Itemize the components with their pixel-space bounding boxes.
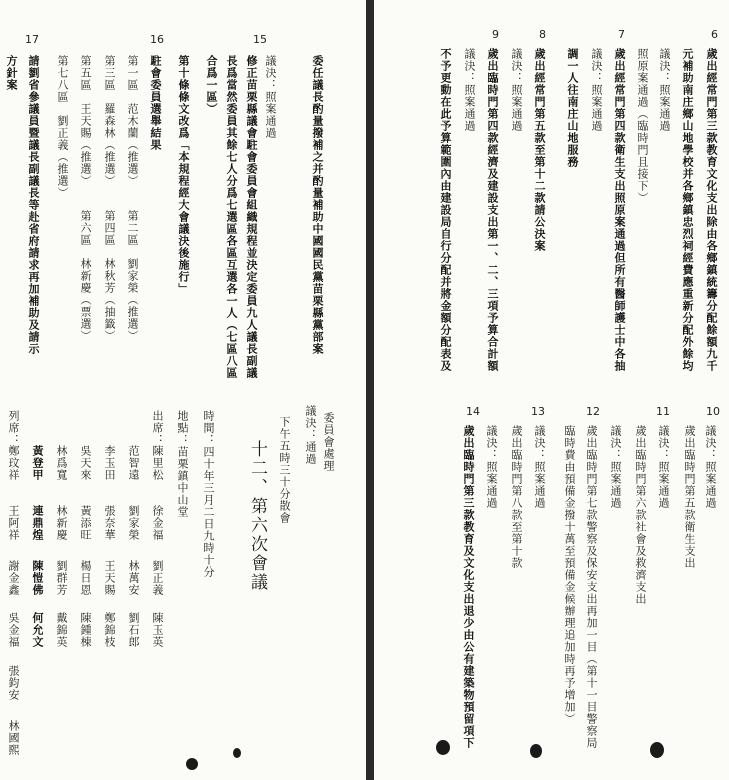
attendee: 何允文 bbox=[31, 612, 44, 648]
item16-result-3b: 第六區 林新慶（票選） bbox=[79, 210, 92, 342]
attendee: 徐金福 bbox=[151, 505, 164, 541]
item6-text: 歲出經常門第三款教育文化支出除由各鄉鎮統籌分配餘額九千 bbox=[705, 48, 718, 372]
item16-result-1b: 第二區 劉家榮（推選） bbox=[126, 210, 139, 342]
item15-text4: 第十條條文改爲「本規程經大會議決後施行」 bbox=[177, 55, 190, 295]
item8-text: 歲出經常門第五款至第十二款請公決案 bbox=[533, 48, 546, 252]
attendee: 劉正義 bbox=[151, 560, 164, 596]
item11-text: 歲出臨時門第六款社會及救濟支出 bbox=[634, 425, 647, 605]
attendee: 楊日恩 bbox=[79, 560, 92, 596]
item15-resolution: 議決：照案通過 bbox=[264, 55, 277, 139]
present-label: 出席： bbox=[151, 410, 164, 446]
attendee: 陳玉英 bbox=[151, 612, 164, 648]
item6-text3: 照原案通過（臨時門且接下） bbox=[636, 48, 649, 204]
ink-blot bbox=[233, 748, 241, 758]
attendee: 李玉田 bbox=[103, 445, 116, 481]
page-number-16: 16 bbox=[150, 33, 164, 46]
item9-resolution: 議決：照案通過 bbox=[463, 48, 476, 132]
item10-text: 歲出臨時門第五款衛生支出 bbox=[683, 425, 696, 569]
ink-blot bbox=[530, 744, 542, 758]
ink-blot bbox=[436, 740, 450, 755]
item7-text2: 調一人往南庄山地服務 bbox=[566, 48, 579, 168]
item16-result-4a: 第七八區 劉正義（推選） bbox=[56, 55, 69, 199]
attendee: 戴錦英 bbox=[55, 612, 68, 648]
attendee-observer: 張鈞安 bbox=[7, 665, 20, 701]
attendee: 陳鍾棟 bbox=[79, 612, 92, 648]
item14-text: 歲出臨時門第三款教育及文化支出退少由公有建築物預留項下 bbox=[462, 425, 475, 749]
page-number-12: 12 bbox=[586, 405, 600, 418]
attendee: 劉家榮 bbox=[127, 505, 140, 541]
item13-text: 歲出臨時門第八款至第十款 bbox=[510, 425, 523, 569]
attendee: 黃添旺 bbox=[79, 505, 92, 541]
item6-text2: 元補助南庄鄉山地學校并各鄉鎮忠烈祠經費應重新分配外餘均 bbox=[681, 48, 694, 372]
session-title: 十二、第六次會議 bbox=[247, 440, 267, 592]
item13-resolution: 議決：照案通過 bbox=[533, 425, 546, 509]
attendee: 吳天來 bbox=[79, 445, 92, 481]
item16-result-1a: 第一區 范木蘭（推選） bbox=[126, 55, 139, 187]
attendee-observer: 林國熙 bbox=[7, 720, 20, 756]
page-number-17: 17 bbox=[25, 33, 39, 46]
attendee: 鄭錦枝 bbox=[103, 612, 116, 648]
item9-text: 歲出臨時門第四款經濟及建設支出第一、二、三項予算合計額 bbox=[486, 48, 499, 372]
item7-resolution: 議決：照案通過 bbox=[590, 48, 603, 132]
attendee: 林萬安 bbox=[127, 560, 140, 596]
page-number-7: 7 bbox=[618, 28, 625, 41]
attendee: 陳里松 bbox=[151, 445, 164, 481]
session-place: 地點：苗栗鎮中山堂 bbox=[176, 410, 189, 518]
page-number-14: 14 bbox=[466, 405, 480, 418]
page-number-11: 11 bbox=[656, 405, 670, 418]
attend-label: 列席： bbox=[7, 410, 20, 446]
attendee: 張奈華 bbox=[103, 505, 116, 541]
attendee: 陳愷佛 bbox=[31, 560, 44, 596]
item14-resolution: 議決：照案通過 bbox=[485, 425, 498, 509]
item6-resolution: 議決：照案通過 bbox=[658, 48, 671, 132]
session-time: 時間：四十年三月二日九時十分 bbox=[202, 410, 215, 578]
item17-handler: 委員會處理 bbox=[322, 412, 335, 472]
attendee: 劉群芳 bbox=[55, 560, 68, 596]
item11-resolution: 議決：照案通過 bbox=[657, 425, 670, 509]
item17-text2: 方針案 bbox=[5, 55, 18, 91]
item9-text2: 不予更動在此予算範圍內由建設局自行分配并將金額分配表及 bbox=[439, 48, 452, 372]
page-number-15: 15 bbox=[253, 33, 267, 46]
attendee: 劉石郎 bbox=[127, 612, 140, 648]
book-gutter bbox=[366, 0, 374, 780]
attendee: 連鼎煌 bbox=[31, 505, 44, 541]
item12-text2: 臨時費由預備金撥十萬至預備金候辦理追加時再予增加） bbox=[563, 425, 576, 725]
item8-resolution: 議決：照案通過 bbox=[510, 48, 523, 132]
page-number-9: 9 bbox=[492, 28, 499, 41]
page-number-6: 6 bbox=[711, 28, 718, 41]
item12-resolution: 議決：照案通過 bbox=[609, 425, 622, 509]
item16-title: 駐會委員選舉結果 bbox=[149, 55, 162, 151]
page-number-13: 13 bbox=[531, 405, 545, 418]
attendee: 范智遠 bbox=[127, 445, 140, 481]
ink-blot bbox=[650, 742, 664, 758]
attendee-observer: 鄭玟祥 bbox=[7, 445, 20, 481]
item16-result-2a: 第三區 羅森林（推選） bbox=[103, 55, 116, 187]
attendee: 黃登甲 bbox=[31, 445, 44, 481]
item10-resolution: 議決：照案通過 bbox=[704, 425, 717, 509]
attendee-observer: 王阿祥 bbox=[7, 505, 20, 541]
item17-text: 請劉省參議員暨議長副議長等赴省府請求再加補助及請示 bbox=[27, 55, 40, 355]
item15-text3: 合爲一區） bbox=[205, 55, 218, 115]
attendee: 王天賜 bbox=[103, 560, 116, 596]
attendee: 林爲寬 bbox=[55, 445, 68, 481]
ink-blot bbox=[186, 758, 198, 770]
right-page bbox=[374, 0, 729, 780]
attendee: 林新慶 bbox=[55, 505, 68, 541]
page-number-8: 8 bbox=[539, 28, 546, 41]
attendee-observer: 吳金福 bbox=[7, 612, 20, 648]
attendee-observer: 謝金鑫 bbox=[7, 560, 20, 596]
item15-text: 修正苗栗縣議會駐會委員會組織規程並決定委員九人議長副議 bbox=[245, 55, 258, 379]
item15-text2: 長爲當然委員其餘七人分爲七選區各區互選各一人（七區八區 bbox=[225, 55, 238, 379]
item17-resolution: 議決：通過 bbox=[304, 405, 317, 465]
item16-result-3a: 第五區 王天賜（推選） bbox=[79, 55, 92, 187]
page-number-10: 10 bbox=[706, 405, 720, 418]
adjourn-note: 下午五時三十分散會 bbox=[278, 416, 291, 524]
item7-text: 歲出經常門第四款衛生支出照原案通過但所有醫師護士中各抽 bbox=[613, 48, 626, 372]
item12-text: 歲出臨時門第七款警察及保安支出再加一目（第十一目警察局 bbox=[585, 425, 598, 749]
item16-result-2b: 第四區 林秋芳（抽籤） bbox=[103, 210, 116, 342]
item15-title: 委任議長酌量撥補之并酌量補助中國國民黨苗栗縣黨部案 bbox=[311, 55, 324, 355]
